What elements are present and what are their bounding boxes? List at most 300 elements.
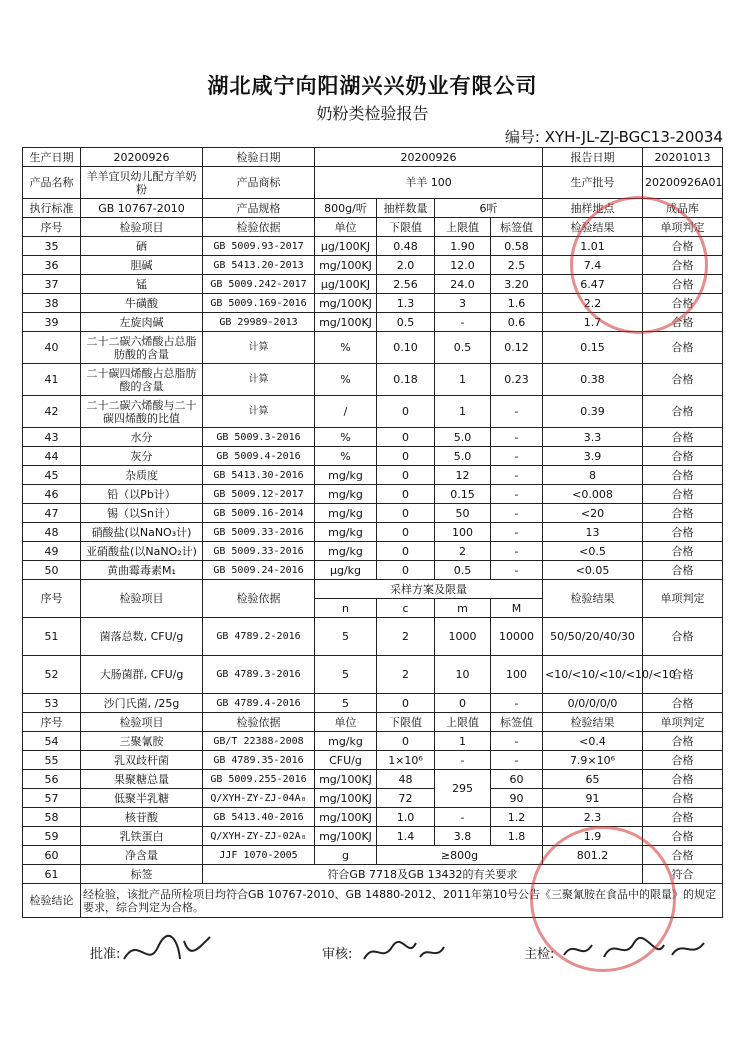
column-header: 采样方案及限量 — [315, 580, 543, 599]
table-cell: 0.58 — [491, 237, 543, 256]
table-cell: 1.01 — [543, 237, 643, 256]
table-cell: 合格 — [643, 332, 723, 364]
table-cell: Q/XYH-ZY-ZJ-04A₀ — [203, 789, 315, 808]
table-cell: - — [491, 485, 543, 504]
table-cell: - — [491, 466, 543, 485]
table-cell: 1.0 — [377, 808, 435, 827]
table-cell: 52 — [23, 656, 81, 694]
table-row — [23, 466, 723, 485]
table-cell: 标签 — [81, 865, 203, 884]
table-cell: 合格 — [643, 732, 723, 751]
table-cell: 0 — [377, 504, 435, 523]
table-cell: 51 — [23, 618, 81, 656]
table-cell: 7.9×10⁶ — [543, 751, 643, 770]
column-header: 下限值 — [377, 218, 435, 237]
table-cell: 2.5 — [491, 256, 543, 275]
table-cell: 净含量 — [81, 846, 203, 865]
table-cell: mg/100KJ — [315, 808, 377, 827]
stamp-top — [570, 196, 708, 334]
table-cell: 54 — [23, 732, 81, 751]
table-row — [23, 618, 723, 656]
column-header: 上限值 — [435, 218, 491, 237]
column-header: 单项判定 — [643, 713, 723, 732]
table-cell: GB 4789.4-2016 — [203, 694, 315, 713]
conclusion-text: 经检验，该批产品所检项目均符合GB 10767-2010、GB 14880-2012、2011年第10号公告《三聚氰胺在食品中的限量》的规定要求，综合判定为合格。 — [81, 884, 723, 918]
table-cell: 合格 — [643, 504, 723, 523]
table-cell: 42 — [23, 396, 81, 428]
table-cell: GB 5009.12-2017 — [203, 485, 315, 504]
table-cell: 合格 — [643, 561, 723, 580]
table-cell: - — [435, 808, 491, 827]
table-cell: 47 — [23, 504, 81, 523]
table-cell: 100 — [435, 523, 491, 542]
table-cell: 0 — [377, 523, 435, 542]
column-header: 检验依据 — [203, 713, 315, 732]
table-cell: 合格 — [643, 523, 723, 542]
table-cell: GB 4789.35-2016 — [203, 751, 315, 770]
table-cell: 果聚糖总量 — [81, 770, 203, 789]
table-cell: 12 — [435, 466, 491, 485]
table-cell: 水分 — [81, 428, 203, 447]
column-header: 检验依据 — [203, 218, 315, 237]
table-cell: 6听 — [435, 199, 543, 218]
table-row — [23, 396, 723, 428]
table-cell: 沙门氏菌, /25g — [81, 694, 203, 713]
table-cell: 灰分 — [81, 447, 203, 466]
table-row — [23, 732, 723, 751]
table-row — [23, 364, 723, 396]
table-cell: 100 — [491, 656, 543, 694]
table-cell: 报告日期 — [543, 148, 643, 167]
table-cell: 59 — [23, 827, 81, 846]
table-cell: 1.9 — [543, 827, 643, 846]
table-cell: / — [315, 396, 377, 428]
table-cell: Q/XYH-ZY-ZJ-02A₀ — [203, 827, 315, 846]
table-cell: <0.05 — [543, 561, 643, 580]
table-cell: 0 — [377, 542, 435, 561]
table-cell: 合格 — [643, 237, 723, 256]
table-row — [23, 332, 723, 364]
table-cell: % — [315, 332, 377, 364]
table-row — [23, 770, 723, 789]
table-cell: 合格 — [643, 656, 723, 694]
table-cell: 1.6 — [491, 294, 543, 313]
table-cell: 91 — [543, 789, 643, 808]
table-cell: GB 5413.20-2013 — [203, 256, 315, 275]
table-cell: 3 — [435, 294, 491, 313]
table-cell: 5 — [315, 656, 377, 694]
column-header: 序号 — [23, 580, 81, 618]
conclusion-label: 检验结论 — [23, 884, 81, 918]
table-cell: 合格 — [643, 256, 723, 275]
table-cell: 合格 — [643, 542, 723, 561]
column-header: 上限值 — [435, 713, 491, 732]
table-cell: 0.18 — [377, 364, 435, 396]
table-cell: μg/100KJ — [315, 275, 377, 294]
table-cell: mg/kg — [315, 466, 377, 485]
table-cell: GB 29989-2013 — [203, 313, 315, 332]
table-cell: 硝酸盐(以NaNO₃计) — [81, 523, 203, 542]
table-cell: 801.2 — [543, 846, 643, 865]
table-cell: 符合 — [643, 865, 723, 884]
table-cell: 90 — [491, 789, 543, 808]
table-cell: 20200926 — [315, 148, 543, 167]
table-cell: - — [491, 694, 543, 713]
table-cell: % — [315, 364, 377, 396]
table-cell: mg/kg — [315, 485, 377, 504]
table-cell: 2 — [377, 618, 435, 656]
table-cell: 合格 — [643, 485, 723, 504]
table-cell: 计算 — [203, 332, 315, 364]
table-cell: 抽样地点 — [543, 199, 643, 218]
table-cell: 合格 — [643, 428, 723, 447]
table-cell: 5.0 — [435, 447, 491, 466]
table-cell: 二十二碳六烯酸与二十碳四烯酸的比值 — [81, 396, 203, 428]
column-header: 检验结果 — [543, 218, 643, 237]
table-cell: GB 5009.24-2016 — [203, 561, 315, 580]
table-cell: 计算 — [203, 396, 315, 428]
table-cell: 产品规格 — [203, 199, 315, 218]
table-cell: 6.47 — [543, 275, 643, 294]
table-row — [23, 751, 723, 770]
table-cell: 60 — [491, 770, 543, 789]
table-cell: 13 — [543, 523, 643, 542]
table-cell: 38 — [23, 294, 81, 313]
review-label: 审核: — [322, 947, 353, 962]
table-cell: 8 — [543, 466, 643, 485]
column-header: 检验项目 — [81, 713, 203, 732]
table-cell: CFU/g — [315, 751, 377, 770]
table-cell: 46 — [23, 485, 81, 504]
table-cell: mg/kg — [315, 523, 377, 542]
column-header: 检验项目 — [81, 580, 203, 618]
table-cell: 左旋肉碱 — [81, 313, 203, 332]
table-cell: 合格 — [643, 275, 723, 294]
table-cell: 二十碳四烯酸占总脂肪酸的含量 — [81, 364, 203, 396]
table-cell: 36 — [23, 256, 81, 275]
table-cell: GB 4789.2-2016 — [203, 618, 315, 656]
table-cell: GB 5009.4-2016 — [203, 447, 315, 466]
table-cell: GB 5413.30-2016 — [203, 466, 315, 485]
table-cell: 0.5 — [435, 561, 491, 580]
table-cell: 60 — [23, 846, 81, 865]
table-cell: 硒 — [81, 237, 203, 256]
report-title: 奶粉类检验报告 — [316, 104, 429, 123]
table-cell: 3.20 — [491, 275, 543, 294]
table-cell: 合格 — [643, 808, 723, 827]
column-header: 单位 — [315, 713, 377, 732]
table-row — [23, 789, 723, 808]
table-cell: 0 — [377, 561, 435, 580]
table-cell: 295 — [435, 770, 491, 808]
table-cell: mg/100KJ — [315, 770, 377, 789]
table-cell: mg/kg — [315, 732, 377, 751]
table-cell: 0.23 — [491, 364, 543, 396]
table-cell: 1.8 — [491, 827, 543, 846]
table-cell: 0 — [377, 694, 435, 713]
table-cell: 1.2 — [491, 808, 543, 827]
table-cell: 2.2 — [543, 294, 643, 313]
column-header: 检验结果 — [543, 580, 643, 618]
report-code: 编号: XYH-JL-ZJ-BGC13-20034 — [504, 128, 723, 146]
table-cell: % — [315, 428, 377, 447]
table-cell: 3.8 — [435, 827, 491, 846]
table-cell: 乳铁蛋白 — [81, 827, 203, 846]
table-cell: μg/kg — [315, 561, 377, 580]
table-row — [23, 485, 723, 504]
info-row — [23, 148, 723, 167]
reviewer-signature — [358, 933, 448, 973]
table-cell: 成品库 — [643, 199, 723, 218]
table-cell: 56 — [23, 770, 81, 789]
table-cell: 符合GB 7718及GB 13432的有关要求 — [203, 865, 643, 884]
table-cell: 57 — [23, 789, 81, 808]
table-cell: 72 — [377, 789, 435, 808]
table-cell: <0.4 — [543, 732, 643, 751]
table-cell: mg/kg — [315, 504, 377, 523]
table-cell: 低聚半乳糖 — [81, 789, 203, 808]
table-cell: <0.008 — [543, 485, 643, 504]
table-cell: 48 — [377, 770, 435, 789]
table-row — [23, 428, 723, 447]
table-cell: 1.7 — [543, 313, 643, 332]
table-cell: GB 5413.40-2016 — [203, 808, 315, 827]
table-cell: 菌落总数, CFU/g — [81, 618, 203, 656]
table-cell: 0/0/0/0/0 — [543, 694, 643, 713]
table-cell: 产品商标 — [203, 167, 315, 199]
table-row — [23, 694, 723, 713]
table-cell: 0 — [377, 447, 435, 466]
table-cell: 40 — [23, 332, 81, 364]
table-cell: 三聚氰胺 — [81, 732, 203, 751]
column-header: m — [435, 599, 491, 618]
table-cell: 0.48 — [377, 237, 435, 256]
table-cell: 20200926 — [81, 148, 203, 167]
table-cell: 1.4 — [377, 827, 435, 846]
table-cell: 合格 — [643, 294, 723, 313]
table-cell: ≥800g — [377, 846, 543, 865]
table-cell: - — [491, 561, 543, 580]
table-cell: 杂质度 — [81, 466, 203, 485]
table-cell: 生产日期 — [23, 148, 81, 167]
table-cell: JJF 1070-2005 — [203, 846, 315, 865]
column-header: c — [377, 599, 435, 618]
table-cell: 1 — [435, 396, 491, 428]
table-cell: 锡（以Sn计） — [81, 504, 203, 523]
table-cell: 0.38 — [543, 364, 643, 396]
table-cell: 20201013 — [643, 148, 723, 167]
table-cell: 1×10⁶ — [377, 751, 435, 770]
table-cell: μg/100KJ — [315, 237, 377, 256]
table-cell: 胆碱 — [81, 256, 203, 275]
table-cell: GB/T 22388-2008 — [203, 732, 315, 751]
table-row — [23, 504, 723, 523]
table-cell: 37 — [23, 275, 81, 294]
table-cell: 2.3 — [543, 808, 643, 827]
table-cell: 39 — [23, 313, 81, 332]
column-header: 单项判定 — [643, 218, 723, 237]
approver-signature — [118, 929, 218, 973]
table-cell: 合格 — [643, 618, 723, 656]
column-header: 单位 — [315, 218, 377, 237]
info-row — [23, 167, 723, 199]
table-cell: 0.10 — [377, 332, 435, 364]
table-cell: 3.3 — [543, 428, 643, 447]
table-cell: 0 — [435, 694, 491, 713]
table-cell: 1 — [435, 364, 491, 396]
column-header: M — [491, 599, 543, 618]
table-cell: 0 — [377, 396, 435, 428]
table-cell: 抽样数量 — [377, 199, 435, 218]
table-cell: 24.0 — [435, 275, 491, 294]
table-cell: 0 — [377, 732, 435, 751]
table-cell: 2.0 — [377, 256, 435, 275]
table-cell: GB 5009.33-2016 — [203, 542, 315, 561]
header-row — [23, 713, 723, 732]
table-cell: 49 — [23, 542, 81, 561]
table-cell: 3.9 — [543, 447, 643, 466]
table-cell: mg/100KJ — [315, 313, 377, 332]
table-cell: mg/kg — [315, 542, 377, 561]
table-cell: <20 — [543, 504, 643, 523]
table-row — [23, 523, 723, 542]
table-cell: 计算 — [203, 364, 315, 396]
table-cell: 合格 — [643, 846, 723, 865]
table-cell: 5 — [315, 694, 377, 713]
table-cell: % — [315, 447, 377, 466]
table-cell: GB 5009.3-2016 — [203, 428, 315, 447]
approve-label: 批准: — [90, 947, 121, 962]
table-cell: 44 — [23, 447, 81, 466]
table-cell: 55 — [23, 751, 81, 770]
table-cell: 检验日期 — [203, 148, 315, 167]
table-cell: GB 5009.16-2014 — [203, 504, 315, 523]
table-cell: 2 — [435, 542, 491, 561]
table-cell: 产品名称 — [23, 167, 81, 199]
table-cell: 锰 — [81, 275, 203, 294]
stamp-bottom — [530, 826, 676, 972]
table-cell: 合格 — [643, 447, 723, 466]
table-cell: - — [491, 428, 543, 447]
column-header: 序号 — [23, 218, 81, 237]
table-cell: GB 10767-2010 — [81, 199, 203, 218]
column-header: 检验结果 — [543, 713, 643, 732]
table-cell: 50 — [23, 561, 81, 580]
table-cell: <0.5 — [543, 542, 643, 561]
table-cell: 61 — [23, 865, 81, 884]
table-row — [23, 542, 723, 561]
column-header: 检验依据 — [203, 580, 315, 618]
table-cell: 执行标准 — [23, 199, 81, 218]
company-name: 湖北咸宁向阳湖兴兴奶业有限公司 — [207, 74, 538, 98]
column-header: 单项判定 — [643, 580, 723, 618]
table-cell: 2.56 — [377, 275, 435, 294]
column-header: 序号 — [23, 713, 81, 732]
table-cell: 50 — [435, 504, 491, 523]
table-cell: 48 — [23, 523, 81, 542]
table-cell: 45 — [23, 466, 81, 485]
table-cell: 羊羊宜贝幼儿配方羊奶粉 — [81, 167, 203, 199]
table-cell: <10/<10/<10/<10/<10 — [543, 656, 643, 694]
table-cell: mg/100KJ — [315, 294, 377, 313]
table-cell: GB 5009.255-2016 — [203, 770, 315, 789]
table-cell: 合格 — [643, 694, 723, 713]
table-cell: 10000 — [491, 618, 543, 656]
table-cell: 43 — [23, 428, 81, 447]
table-cell: 1.90 — [435, 237, 491, 256]
table-cell: 合格 — [643, 364, 723, 396]
table-cell: 800g/听 — [315, 199, 377, 218]
table-cell: 50/50/20/40/30 — [543, 618, 643, 656]
table-cell: 二十二碳六烯酸占总脂肪酸的含量 — [81, 332, 203, 364]
table-cell: 0.6 — [491, 313, 543, 332]
table-cell: mg/100KJ — [315, 256, 377, 275]
table-cell: 生产批号 — [543, 167, 643, 199]
table-cell: 0.12 — [491, 332, 543, 364]
table-cell: 0.15 — [435, 485, 491, 504]
table-cell: GB 5009.169-2016 — [203, 294, 315, 313]
table-cell: 合格 — [643, 751, 723, 770]
table-cell: - — [491, 504, 543, 523]
table-cell: 合格 — [643, 827, 723, 846]
table-cell: - — [435, 751, 491, 770]
table-cell: - — [491, 751, 543, 770]
table-cell: g — [315, 846, 377, 865]
table-cell: 2 — [377, 656, 435, 694]
column-header: 标签值 — [491, 713, 543, 732]
table-cell: mg/100KJ — [315, 827, 377, 846]
table-cell: 20200926A01 — [643, 167, 723, 199]
table-cell: 0 — [377, 466, 435, 485]
table-cell: 羊羊 100 — [315, 167, 543, 199]
table-cell: 合格 — [643, 789, 723, 808]
header-row — [23, 580, 723, 599]
table-cell: 0 — [377, 485, 435, 504]
column-header: 检验项目 — [81, 218, 203, 237]
table-cell: 1000 — [435, 618, 491, 656]
table-cell: 35 — [23, 237, 81, 256]
table-cell: 1 — [435, 732, 491, 751]
table-cell: 牛磺酸 — [81, 294, 203, 313]
table-cell: mg/100KJ — [315, 789, 377, 808]
table-row — [23, 561, 723, 580]
table-row — [23, 656, 723, 694]
table-row — [23, 447, 723, 466]
table-cell: - — [491, 523, 543, 542]
table-cell: - — [435, 313, 491, 332]
table-cell: GB 5009.93-2017 — [203, 237, 315, 256]
table-cell: 大肠菌群, CFU/g — [81, 656, 203, 694]
table-cell: 亚硝酸盐(以NaNO₂计) — [81, 542, 203, 561]
table-cell: - — [491, 542, 543, 561]
table-cell: - — [491, 732, 543, 751]
table-row — [23, 808, 723, 827]
column-header: 下限值 — [377, 713, 435, 732]
table-cell: 1.3 — [377, 294, 435, 313]
table-cell: 10 — [435, 656, 491, 694]
table-cell: 65 — [543, 770, 643, 789]
table-cell: 0 — [377, 428, 435, 447]
table-cell: 0.15 — [543, 332, 643, 364]
column-header: 标签值 — [491, 218, 543, 237]
table-cell: 7.4 — [543, 256, 643, 275]
table-cell: 53 — [23, 694, 81, 713]
table-cell: 0.5 — [377, 313, 435, 332]
table-cell: 5 — [315, 618, 377, 656]
table-cell: 0.5 — [435, 332, 491, 364]
table-cell: 12.0 — [435, 256, 491, 275]
table-cell: 合格 — [643, 396, 723, 428]
